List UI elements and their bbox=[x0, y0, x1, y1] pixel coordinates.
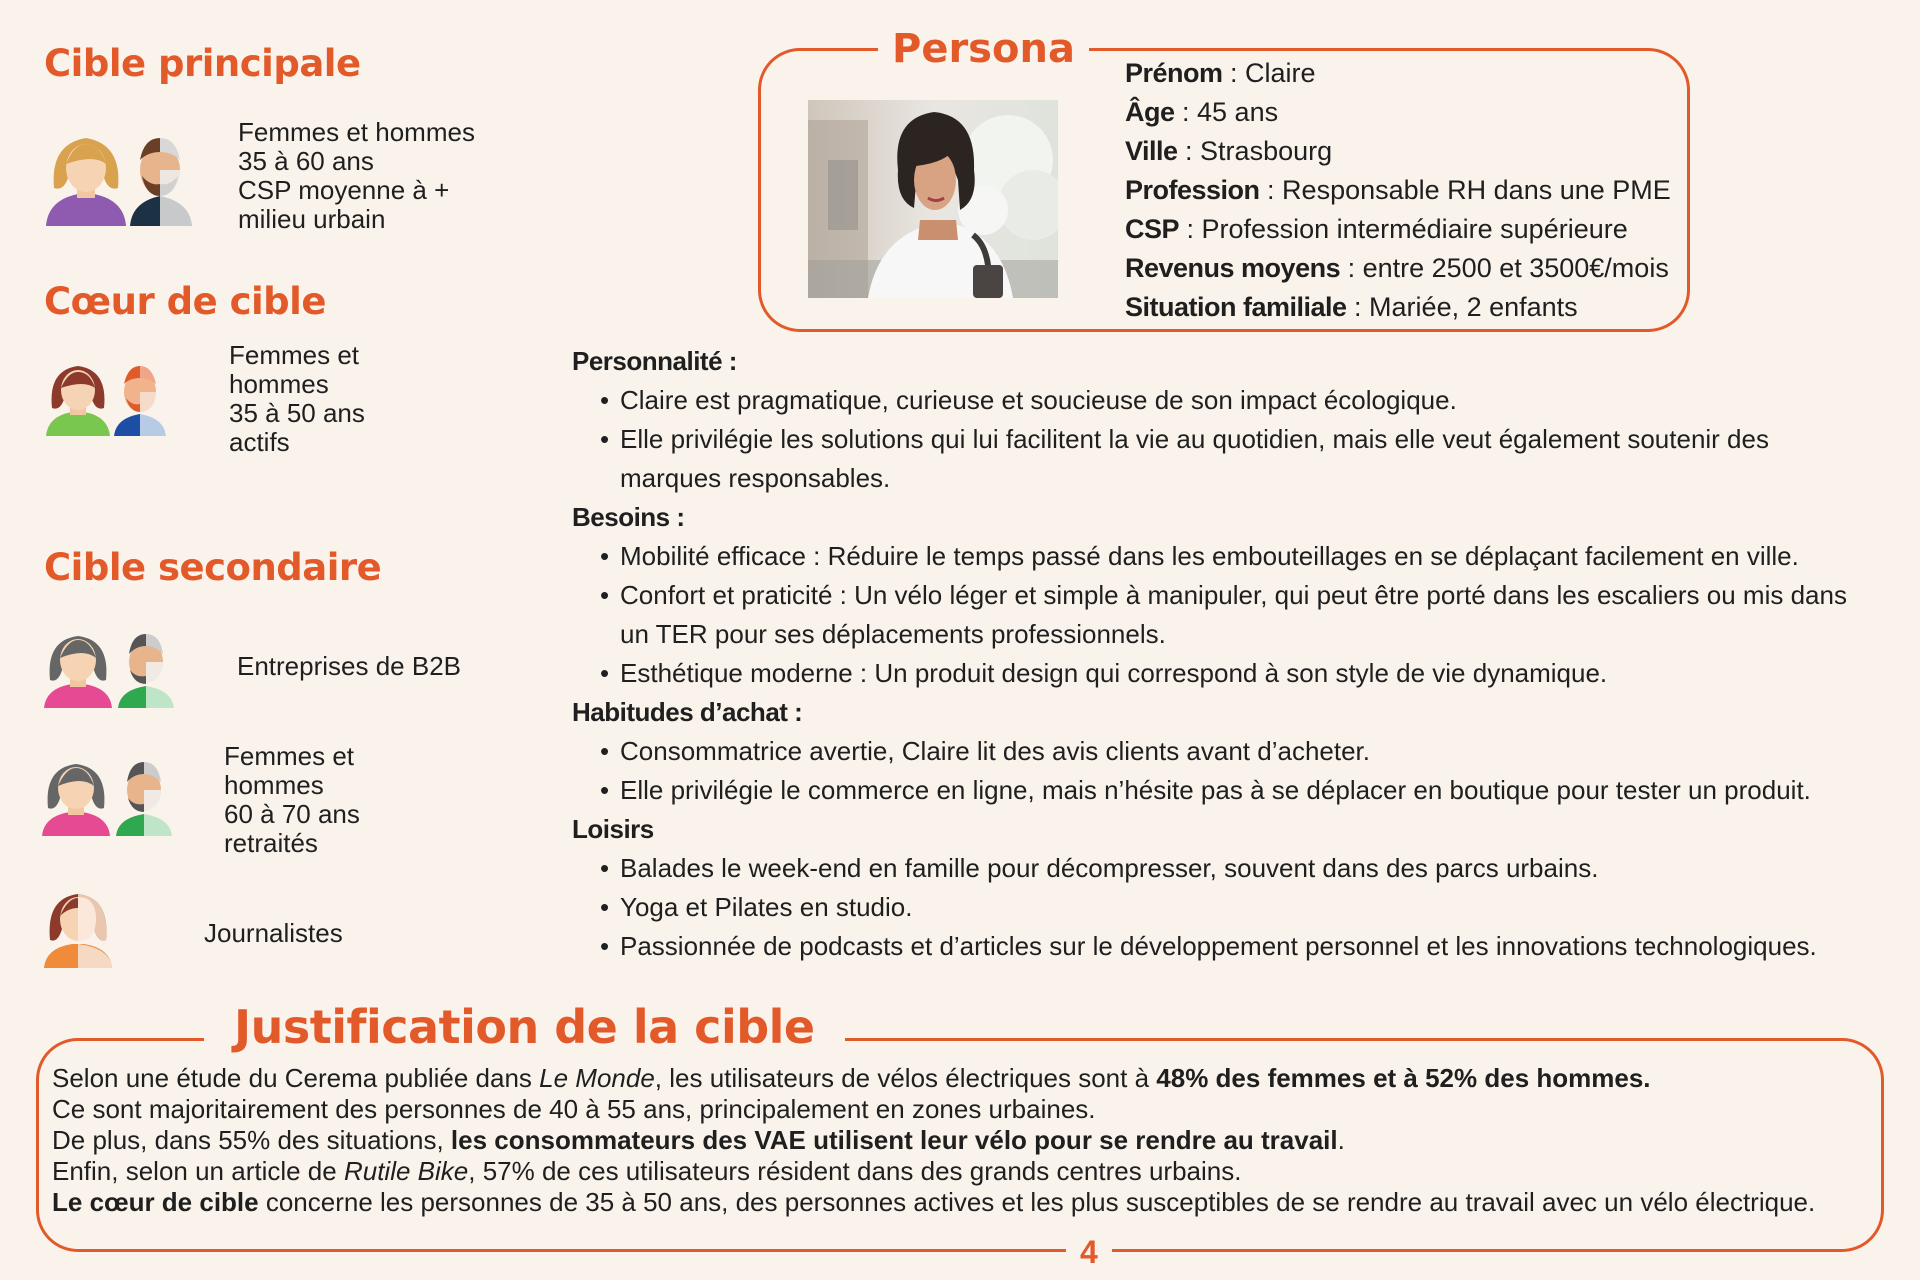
couple-avatars-icon bbox=[42, 628, 202, 708]
coeur-de-cible-title: Cœur de cible bbox=[44, 280, 326, 323]
journalist-avatar-icon bbox=[42, 886, 122, 968]
loisirs-title: Loisirs bbox=[572, 814, 654, 844]
list-item: • Mobilité efficace : Réduire le temps passé dans les embouteillages en se déplaçant facilement en ville. bbox=[620, 537, 1872, 576]
couple-avatars-icon bbox=[44, 360, 194, 436]
habitudes-list bbox=[572, 732, 1872, 810]
list-item: • Balades le week-end en famille pour décompresser, souvent dans des parcs urbains. bbox=[620, 849, 1872, 888]
list-item: • Esthétique moderne : Un produit design qui correspond à son style de vie dynamique. bbox=[620, 654, 1872, 693]
cible-principale-title: Cible principale bbox=[44, 42, 361, 85]
persona-fact-age: Âge : 45 ans bbox=[1125, 97, 1279, 127]
page-number: 4 bbox=[1066, 1234, 1112, 1270]
justification-text: Selon une étude du Cerema publiée dans Le Monde, les utilisateurs de vélos électriques sont à 48% des femmes et à 52% des hommes. Ce sont majoritairement des personnes de 40 à 55 ans, principalement en zones urbaines. De plus, dans 55% des situations, les consommateurs des VAE utilisent leur vélo pour se rendre au travail. Enfin, selon un article de Rutile Bike, 57% de ces utilisateurs résident dans des grands centres urbains. Le cœur de cible concerne les personnes de 35 à 50 ans, des personnes actives et les plus susceptibles de se rendre au travail avec un vélo électrique. bbox=[52, 1063, 1816, 1217]
list-item: • Confort et praticité : Un vélo léger et simple à manipuler, qui peut être porté dans les escaliers ou mis dans un TER pour ses déplacements professionnels. bbox=[620, 576, 1872, 654]
persona-fact-csp: CSP : Profession intermédiaire supérieure bbox=[1125, 214, 1628, 244]
personnalite-title: Personnalité : bbox=[572, 346, 737, 376]
persona-fact-ville: Ville : Strasbourg bbox=[1125, 136, 1333, 166]
persona-facts bbox=[1125, 54, 1671, 327]
cible-secondaire-b2b: Entreprises de B2B bbox=[237, 651, 462, 681]
list-item: • Passionnée de podcasts et d’articles sur le développement personnel et les innovations technologiques. bbox=[620, 927, 1872, 966]
persona-fact-revenus: Revenus moyens : entre 2500 et 3500€/mois bbox=[1125, 253, 1669, 283]
cible-secondaire-retraites: Femmes et hommes 60 à 70 ans retraités bbox=[224, 741, 360, 858]
besoins-list bbox=[572, 537, 1872, 693]
personnalite-list bbox=[572, 381, 1872, 498]
list-item: • Elle privilégie le commerce en ligne, mais n’hésite pas à se déplacer en boutique pour tester un produit. bbox=[620, 771, 1872, 810]
couple-avatars-icon bbox=[40, 756, 200, 836]
persona-title: Persona bbox=[878, 26, 1089, 72]
persona-fact-prenom: Prénom : Claire bbox=[1125, 58, 1316, 88]
loisirs-list bbox=[572, 849, 1872, 966]
cible-principale-description: Femmes et hommes 35 à 60 ans CSP moyenne à + milieu urbain bbox=[238, 117, 475, 234]
list-item: • Consommatrice avertie, Claire lit des avis clients avant d’acheter. bbox=[620, 732, 1872, 771]
list-item: • Elle privilégie les solutions qui lui facilitent la vie au quotidien, mais elle veut également soutenir des marques responsables. bbox=[620, 420, 1872, 498]
justification-title: Justification de la cible bbox=[204, 1000, 845, 1054]
coeur-de-cible-description: Femmes et hommes 35 à 50 ans actifs bbox=[229, 340, 365, 457]
list-item: • Claire est pragmatique, curieuse et soucieuse de son impact écologique. bbox=[620, 381, 1872, 420]
cible-secondaire-title: Cible secondaire bbox=[44, 546, 382, 589]
list-item: • Yoga et Pilates en studio. bbox=[620, 888, 1872, 927]
besoins-title: Besoins : bbox=[572, 502, 685, 532]
persona-photo bbox=[808, 100, 1058, 298]
cible-secondaire-journalistes: Journalistes bbox=[204, 918, 343, 948]
persona-fact-situation: Situation familiale : Mariée, 2 enfants bbox=[1125, 292, 1578, 322]
couple-avatars-icon bbox=[44, 130, 214, 226]
habitudes-title: Habitudes d’achat : bbox=[572, 697, 803, 727]
persona-details bbox=[572, 342, 1872, 966]
persona-fact-profession: Profession : Responsable RH dans une PME bbox=[1125, 175, 1671, 205]
